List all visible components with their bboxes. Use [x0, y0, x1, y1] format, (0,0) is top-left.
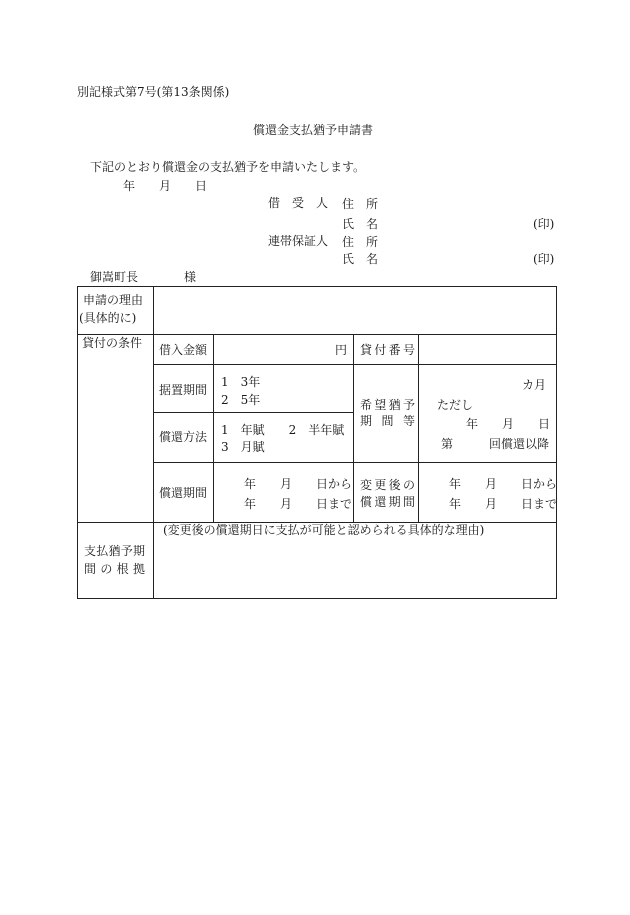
from-installment: 第 回償還以降 — [441, 437, 550, 451]
repayment-period-label-cell — [153, 462, 213, 522]
reason-label-cell — [77, 286, 153, 334]
revised-period-to: 年 月 日まで — [449, 497, 558, 511]
grace-period-option: 1 3年 — [221, 375, 261, 389]
proviso-label: ただし — [437, 398, 474, 412]
grace-period-label-cell — [153, 364, 213, 412]
repayment-period-from: 年 月 日から — [244, 477, 353, 491]
loan-amount-unit: 円 — [334, 343, 347, 357]
loan-amount-value-cell — [213, 334, 353, 364]
guarantor-name-label: 氏 名 — [342, 252, 379, 266]
guarantor-label: 連帯保証人 — [268, 234, 329, 248]
basis-note: (変更後の償還期日に支払が可能と認められる具体的な理由) — [163, 523, 485, 537]
loan-conditions-label: 貸付の条件 — [82, 336, 143, 350]
loan-number-value-cell — [418, 334, 556, 364]
loan-amount-label-cell — [153, 334, 213, 364]
form-number: 別記様式第7号(第13条関係) — [77, 85, 230, 99]
reason-label-line2: (具体的に) — [79, 311, 137, 325]
reason-value-cell — [153, 286, 556, 334]
basis-label-line2: 間の根拠 — [84, 562, 145, 576]
repayment-period-to: 年 月 日まで — [244, 497, 353, 511]
repayment-period-label: 償還期間 — [159, 486, 208, 500]
reason-label-line1: 申請の理由 — [83, 293, 144, 307]
revised-period-value-cell — [418, 462, 556, 522]
loan-conditions-label-cell — [77, 334, 153, 522]
guarantor-seal: (印) — [533, 252, 555, 266]
basis-label-line1: 支払猶予期 — [84, 544, 145, 558]
loan-amount-label: 借入金額 — [159, 343, 208, 357]
application-date: 年 月 日 — [123, 179, 208, 193]
guarantor-address-label: 住 所 — [342, 235, 379, 249]
grace-period-label: 据置期間 — [159, 383, 208, 397]
borrower-name-label: 氏 名 — [342, 217, 379, 231]
revised-period-label-line1: 変更後の — [360, 478, 415, 492]
loan-number-label-cell — [353, 334, 418, 364]
loan-number-label: 貸付番号 — [360, 343, 415, 357]
desired-deferment-label-line1: 希望猶予 — [360, 398, 415, 412]
borrower-seal: (印) — [533, 217, 555, 231]
grace-period-option: 2 5年 — [221, 393, 261, 407]
form-title: 償還金支払猶予申請書 — [253, 123, 374, 137]
proviso-date: 年 月 日 — [466, 417, 551, 431]
desired-deferment-label-line2: 期間等 — [360, 414, 415, 428]
months-unit: カ月 — [521, 378, 546, 392]
intro-text: 下記のとおり償還金の支払猶予を申請いたします。 — [90, 160, 366, 174]
repayment-period-value-cell — [213, 462, 353, 522]
repayment-method-options-cell — [213, 412, 353, 462]
borrower-label: 借 受 人 — [268, 196, 329, 210]
grace-period-options-cell — [213, 364, 353, 412]
repayment-method-option: 1 年賦 2 半年賦 — [221, 423, 345, 437]
repayment-method-label-cell — [153, 412, 213, 462]
basis-value-cell — [153, 522, 556, 598]
revised-period-label-cell — [353, 462, 418, 522]
basis-label-cell — [77, 522, 153, 598]
addressee-honorific: 様 — [184, 270, 197, 284]
revised-period-label-line2: 償還期間 — [360, 495, 415, 509]
addressee-name: 御嵩町長 — [90, 270, 139, 284]
repayment-method-label: 償還方法 — [159, 430, 208, 444]
repayment-method-option: 3 月賦 — [221, 440, 265, 454]
desired-deferment-value-cell — [418, 364, 556, 462]
revised-period-from: 年 月 日から — [449, 477, 558, 491]
borrower-address-label: 住 所 — [342, 197, 379, 211]
desired-deferment-label-cell — [353, 364, 418, 462]
